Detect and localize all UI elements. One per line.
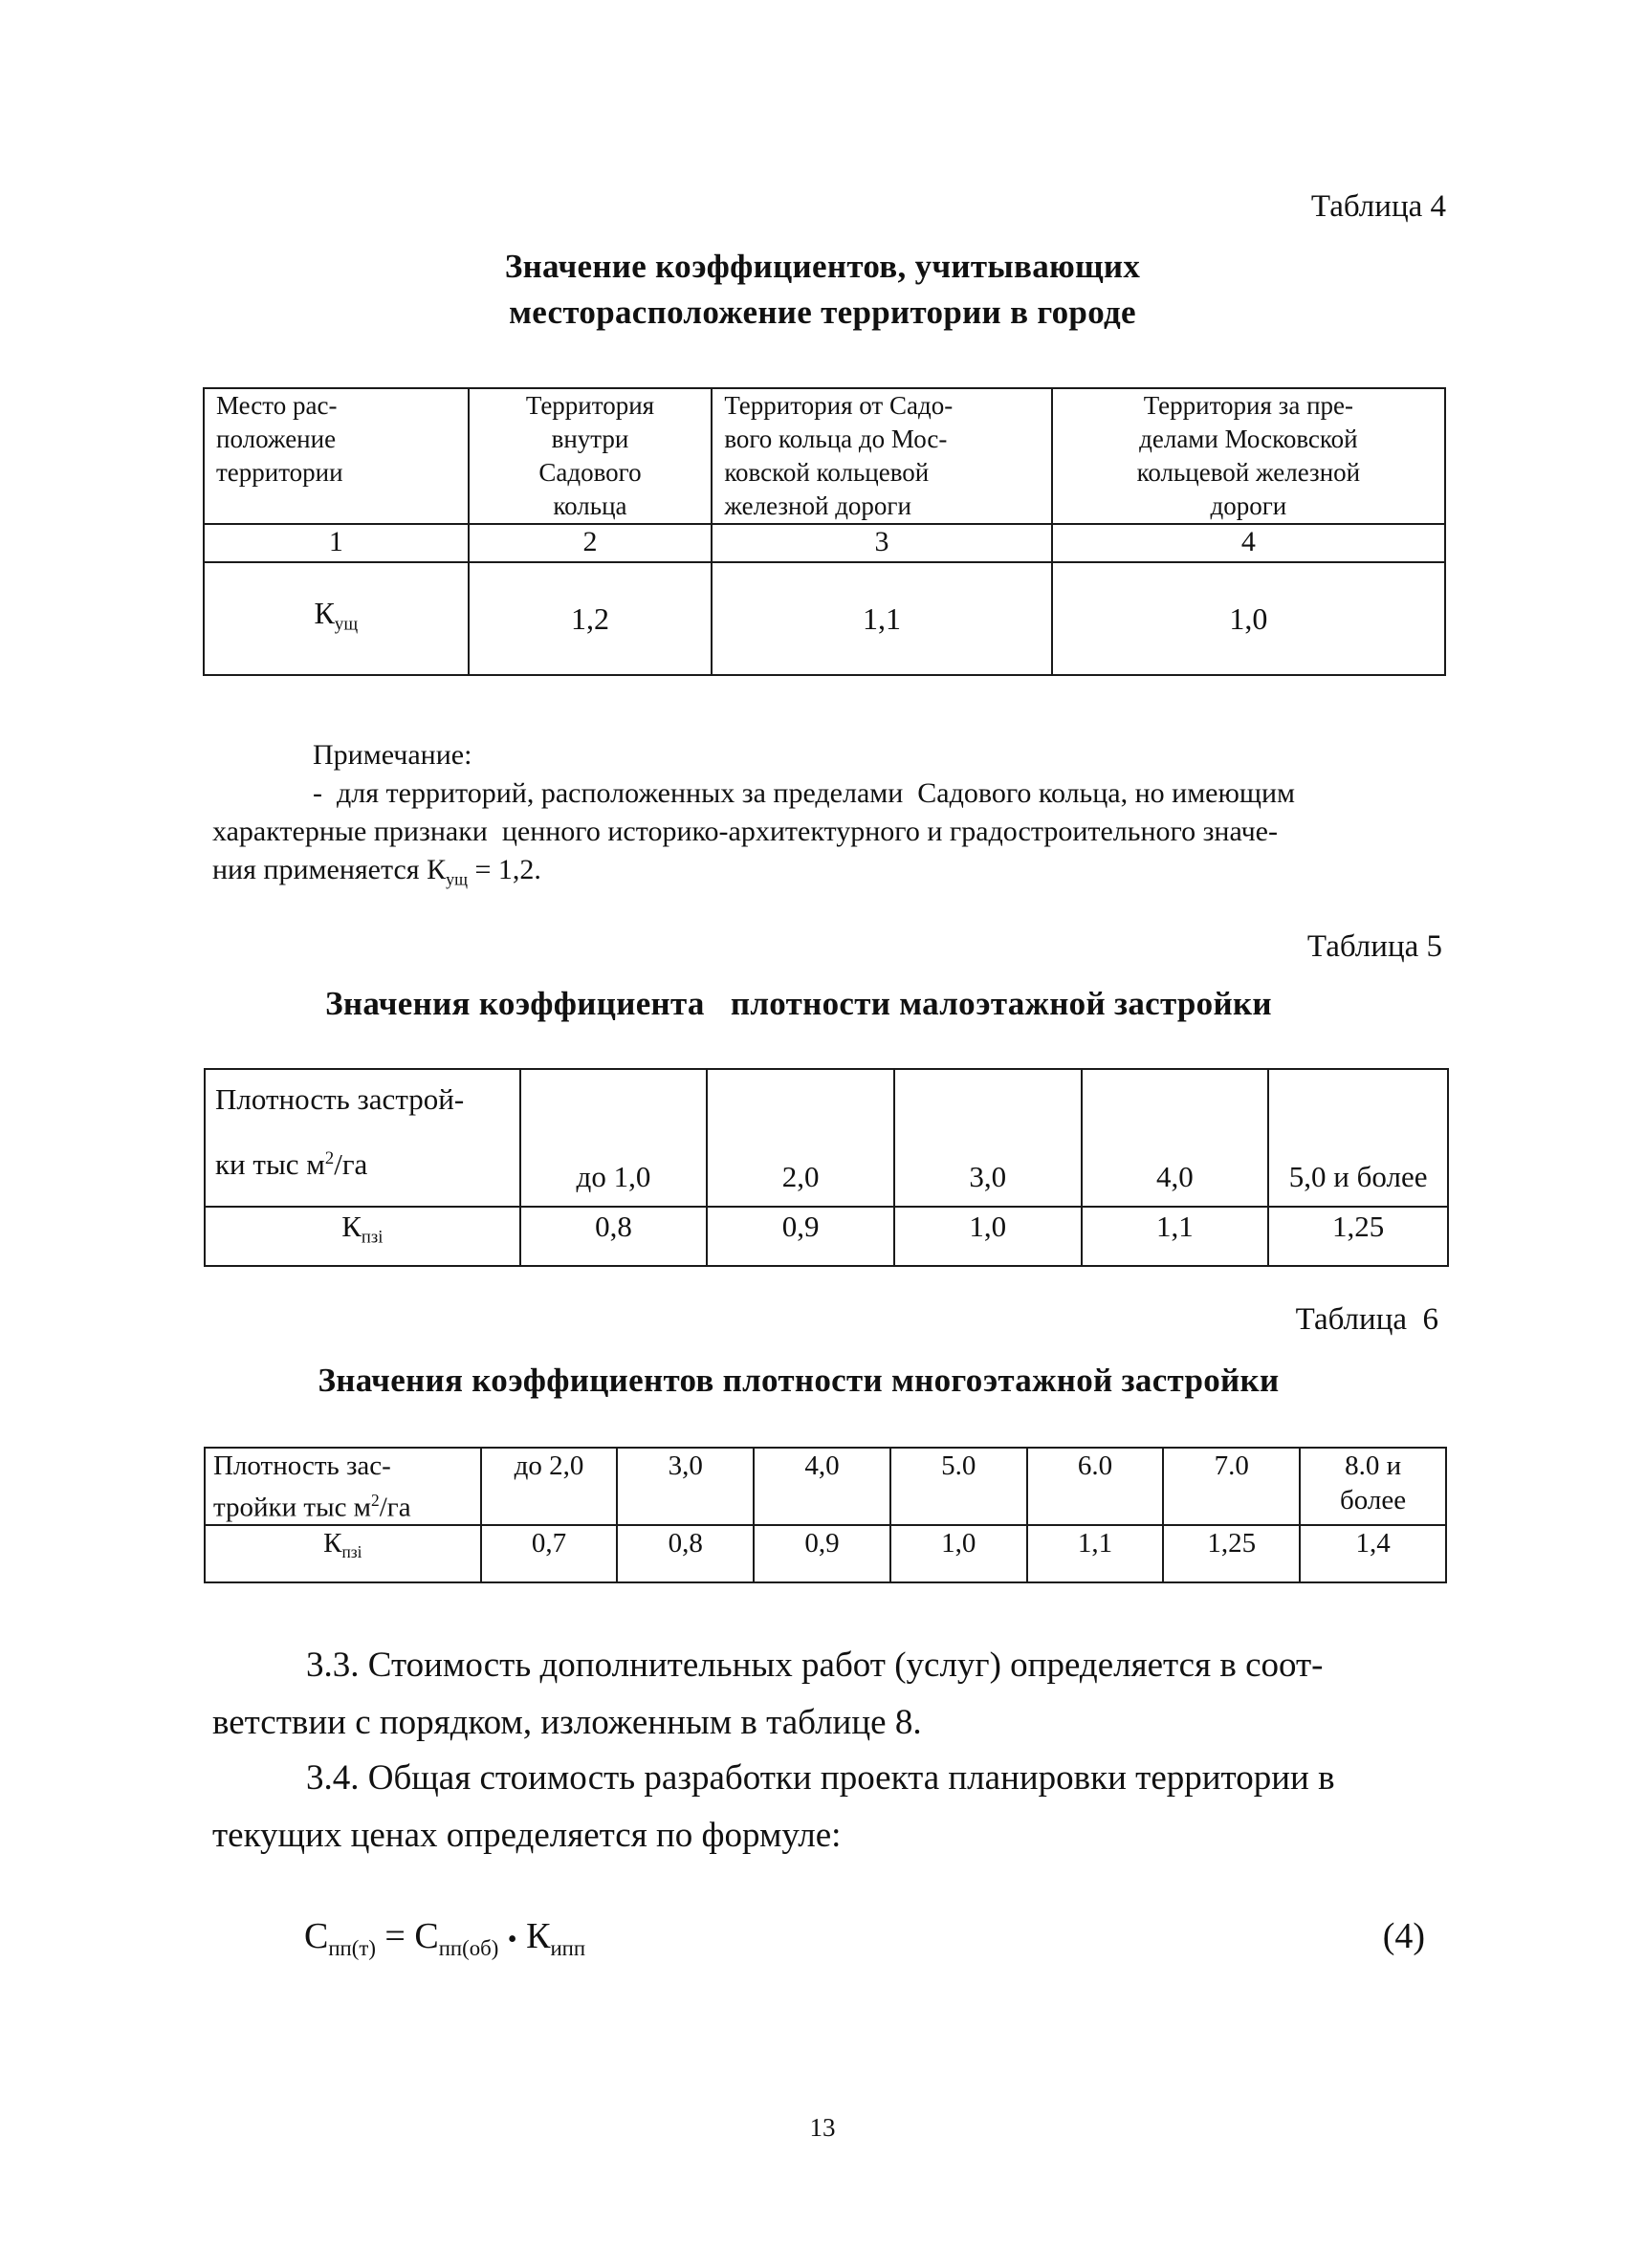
header-text: /га [379,1492,411,1523]
table4-header-cell: Территория за пре- делами Московской кольцевой железной дороги [1052,388,1445,524]
note-line [212,851,1446,898]
coef-subscript: ущ [334,614,359,635]
paragraph-3-4 [212,1750,1444,1865]
coef-symbol: К [314,595,335,630]
table5-value-cell: 1,0 [894,1207,1082,1266]
formula-symbol: С [414,1916,439,1956]
table4-header-cell: Место рас- положение территории [204,388,469,524]
table5-header-row [205,1069,1448,1207]
table6-value-cell: 0,9 [754,1525,890,1582]
superscript: 2 [371,1491,380,1510]
table6-header-cell: 7.0 [1163,1448,1300,1525]
table5-row-label [205,1207,520,1266]
table4-title-line1: Значение коэффициентов, учитывающих [504,248,1141,285]
coef-subscript: пзi [361,1227,384,1248]
table6-header-cell: 3,0 [617,1448,754,1525]
table4-number-cell: 1 [204,524,469,562]
formula-subscript: пп(т) [328,1935,376,1960]
paragraph-line: ветствии с порядком, изложенным в таблице 8. [212,1703,922,1742]
formula-operator: • [507,1925,517,1954]
table6-value-cell: 1,0 [890,1525,1027,1582]
formula-symbol: С [304,1916,329,1956]
table5-header-cell: 3,0 [894,1069,1082,1207]
table6-header-cell: 4,0 [754,1448,890,1525]
table6-header-label [205,1448,481,1525]
formula [304,1915,801,1961]
table5-caption: Таблица 5 [1306,929,1442,964]
table5-value-cell: 1,1 [1082,1207,1269,1266]
table4-number-row [204,524,1445,562]
table5-title: Значения коэффициента плотности малоэтажной застройки [325,985,1272,1022]
table6-value-cell: 0,8 [617,1525,754,1582]
table4 [203,387,1446,676]
table6-header-cell: 6.0 [1027,1448,1164,1525]
table4-number-cell: 2 [469,524,713,562]
note-line: характерные признаки ценного историко-архитектурного и градостроительного значе- [212,816,1278,847]
paragraph-line: 3.3. Стоимость дополнительных работ (услуг) определяется в соот- [306,1646,1324,1685]
note-line: - для территорий, расположенных за пределами Садового кольца, но имеющим [313,777,1296,809]
coef-subscript: ущ [446,869,468,889]
table5-header-cell: 5,0 и более [1268,1069,1448,1207]
table5-value-cell: 0,8 [520,1207,708,1266]
table6-value-cell: 1,4 [1300,1525,1446,1582]
formula-symbol: К [526,1916,551,1956]
coef-symbol: К [341,1210,362,1244]
table6-value-cell: 0,7 [481,1525,618,1582]
table6-caption: Таблица 6 [1295,1302,1438,1337]
formula-subscript: пп(об) [438,1935,499,1960]
table4-number-cell: 3 [712,524,1051,562]
formula-operator: = [375,1916,415,1956]
table6-title: Значения коэффициентов плотности многоэтажной застройки [318,1362,1280,1399]
table5-header-label [205,1069,520,1207]
table6-header-cell: до 2,0 [481,1448,618,1525]
paragraph-3-3 [212,1637,1444,1752]
table5-header-cell: 2,0 [707,1069,894,1207]
table4-caption: Таблица 4 [1310,189,1446,224]
table5 [204,1068,1449,1267]
header-text: ки тыс м [215,1147,325,1182]
formula-subscript: ипп [550,1935,586,1960]
header-text: /га [334,1147,368,1182]
table5-header-cell: до 1,0 [520,1069,708,1207]
header-text: Плотность застрой- [215,1082,465,1116]
table4-header-cell: Территория от Садо- вого кольца до Мос- ковской кольцевой железной дороги [712,388,1051,524]
table4-row-label [204,562,469,675]
table4-title-line2: месторасположение территории в городе [509,294,1136,331]
note-block [212,736,1446,898]
table5-value-cell: 0,9 [707,1207,894,1266]
header-text: Плотность зас- [213,1450,391,1481]
table4-value-row [204,562,1445,675]
table4-value-cell: 1,0 [1052,562,1445,675]
superscript: 2 [324,1148,335,1168]
table5-header-cell: 4,0 [1082,1069,1269,1207]
coef-subscript: пзi [341,1542,362,1562]
table6 [204,1447,1447,1583]
paragraph-line: текущих ценах определяется по формуле: [212,1816,842,1855]
table6-value-cell: 1,1 [1027,1525,1164,1582]
table6-header-cell: 8.0 и более [1300,1448,1446,1525]
table5-value-cell: 1,25 [1268,1207,1448,1266]
note-text: ния применяется К [212,854,447,885]
table4-number-cell: 4 [1052,524,1445,562]
paragraph-line: 3.4. Общая стоимость разработки проекта планировки территории в [306,1758,1335,1798]
note-text: = 1,2. [467,854,541,885]
table4-value-cell: 1,1 [712,562,1051,675]
table6-row-label [205,1525,481,1582]
table4-header-cell: Территория внутри Садового кольца [469,388,713,524]
table4-header-row [204,388,1445,524]
table6-value-cell: 1,25 [1163,1525,1300,1582]
table4-title [344,244,1301,336]
formula-number: (4) [1382,1916,1425,1956]
note-title: Примечание: [313,739,472,771]
coef-symbol: К [323,1528,342,1559]
page-number: 13 [809,2113,836,2142]
table5-value-row [205,1207,1448,1266]
header-text: тройки тыс м [213,1492,372,1523]
table6-header-cell: 5.0 [890,1448,1027,1525]
table6-value-row [205,1525,1446,1582]
table4-value-cell: 1,2 [469,562,713,675]
table6-header-row [205,1448,1446,1525]
